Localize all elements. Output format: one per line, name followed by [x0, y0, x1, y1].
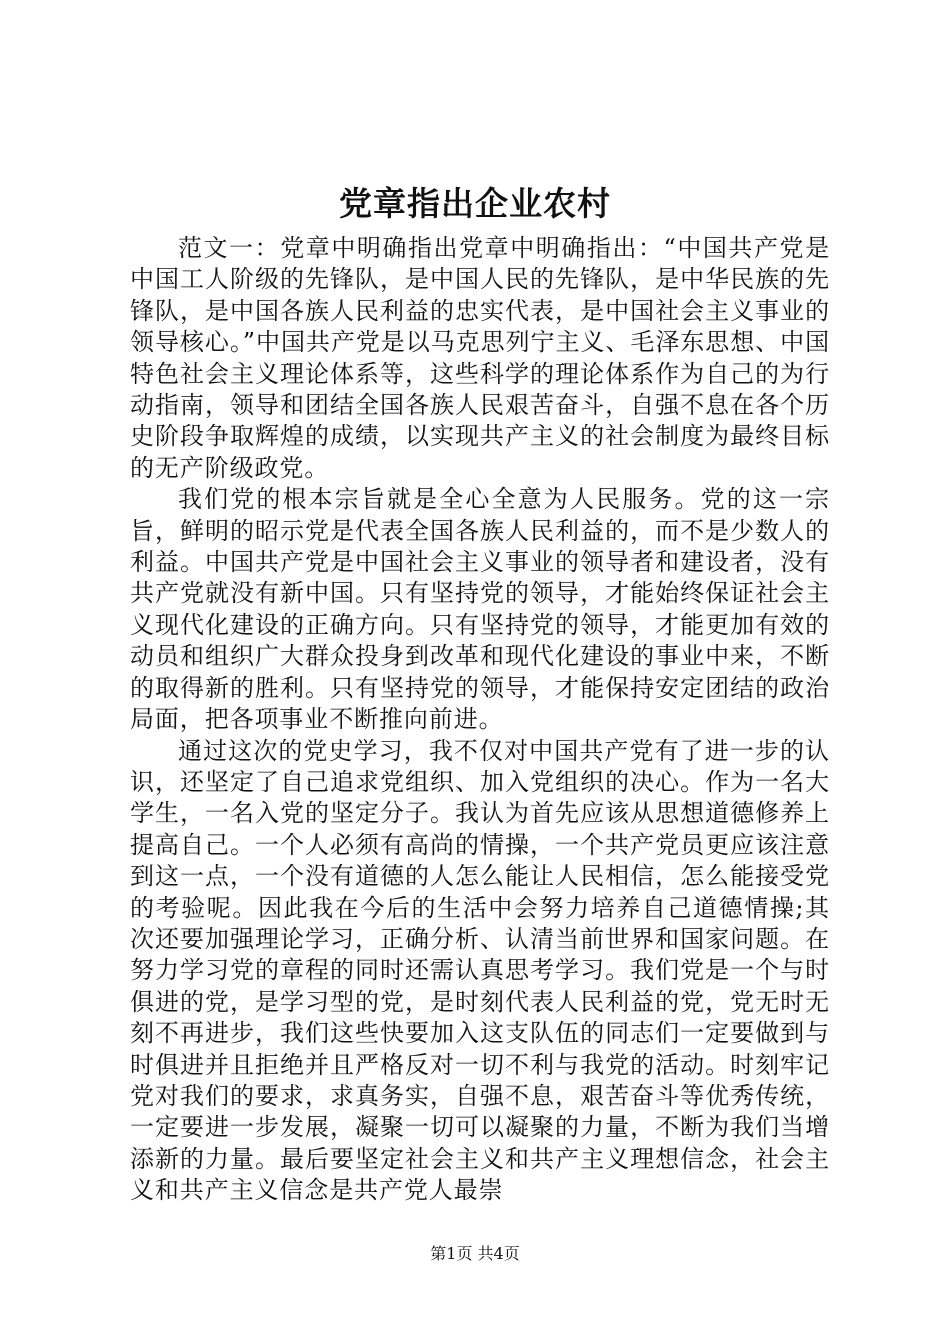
document-title: 党章指出企业农村: [339, 184, 611, 223]
paragraph-1: 范文一：党章中明确指出党章中明确指出：“中国共产党是中国工人阶级的先锋队，是中国人民的先锋队，是中华民族的先锋队，是中国各族人民利益的忠实代表，是中国社会主义事业的领导核心。”中国共产党是以马克思列宁主义、毛泽东思想、中国特色社会主义理论体系等，这些科学的理论体系作为自己的为行动指南，领导和团结全国各族人民艰苦奋斗，自强不息在各个历史阶段争取辉煌的成绩，以实现共产主义的社会制度为最终目标的无产阶级政党。: [130, 234, 830, 482]
paragraph-2: 我们党的根本宗旨就是全心全意为人民服务。党的这一宗旨，鲜明的昭示党是代表全国各族人民利益的，而不是少数人的利益。中国共产党是中国社会主义事业的领导者和建设者，没有共产党就没有新中国。只有坚持党的领导，才能始终保证社会主义现代化建设的正确方向。只有坚持党的领导，才能更加有效的动员和组织广大群众投身到改革和现代化建设的事业中来，不断的取得新的胜利。只有坚持党的领导，才能保持安定团结的政治局面，把各项事业不断推向前进。: [130, 485, 830, 734]
paragraph-3: 通过这次的党史学习，我不仅对中国共产党有了进一步的认识，还坚定了自己追求党组织、加入党组织的决心。作为一名大学生，一名入党的坚定分子。我认为首先应该从思想道德修养上提高自己。一个人必须有高尚的情操，一个共产党员更应该注意到这一点，一个没有道德的人怎么能让人民相信，怎么能接受党的考验呢。因此我在今后的生活中会努力培养自己道德情操;其次还要加强理论学习，正确分析、认清当前世界和国家问题。在努力学习党的章程的同时还需认真思考学习。我们党是一个与时俱进的党，是学习型的党，是时刻代表人民利益的党，党无时无刻不再进步，我们这些快要加入这支队伍的同志们一定要做到与时俱进并且拒绝并且严格反对一切不利与我党的活动。时刻牢记党对我们的要求，求真务实，自强不息，艰苦奋斗等优秀传统，一定要进一步发展，凝聚一切可以凝聚的力量，不断为我们当增添新的力量。最后要坚定社会主义和共产主义理想信念，社会主义和共产主义信念是共产党人最崇: [130, 736, 830, 1205]
page-number-footer: 第1页 共4页: [430, 1244, 520, 1263]
document-body: [130, 233, 830, 1207]
